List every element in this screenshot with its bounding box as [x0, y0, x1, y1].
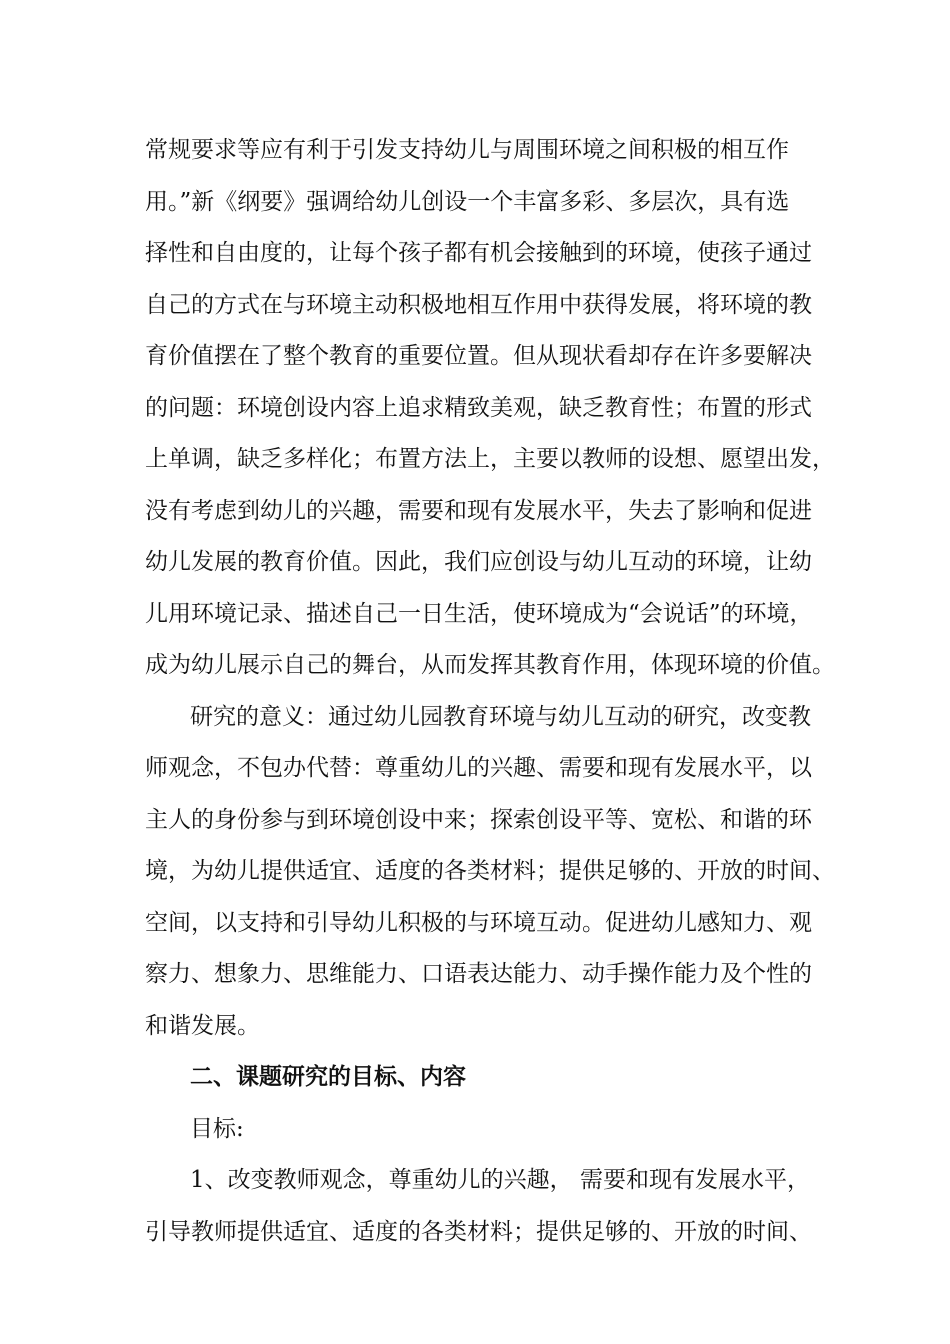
subheading-goals: 目标: — [190, 1116, 244, 1142]
paragraph-line: 引导教师提供适宜、适度的各类材料；提供足够的、开放的时间、 — [145, 1219, 812, 1245]
paragraph-line: 常规要求等应有利于引发支持幼儿与周围环境之间积极的相互作 — [145, 137, 789, 163]
paragraph-line: 没有考虑到幼儿的兴趣，需要和现有发展水平，失去了影响和促进 — [145, 498, 812, 524]
paragraph-line: 自己的方式在与环境主动积极地相互作用中获得发展，将环境的教 — [145, 292, 812, 318]
paragraph-line: 用。”新《纲要》强调给幼儿创设一个丰富多彩、多层次，具有选 — [145, 189, 790, 215]
paragraph-line: 的问题：环境创设内容上追求精致美观，缺乏教育性；布置的形式 — [145, 395, 812, 421]
list-item: 1、改变教师观念，尊重幼儿的兴趣， 需要和现有发展水平， — [190, 1167, 810, 1193]
paragraph-line: 研究的意义：通过幼儿园教育环境与幼儿互动的研究，改变教 — [190, 704, 811, 730]
paragraph-line: 幼儿发展的教育价值。因此，我们应创设与幼儿互动的环境，让幼 — [145, 549, 812, 575]
paragraph-line: 和谐发展。 — [145, 1013, 260, 1039]
paragraph-line: 境，为幼儿提供适宜、适度的各类材料；提供足够的、开放的时间、 — [145, 858, 835, 884]
paragraph-line: 主人的身份参与到环境创设中来；探索创设平等、宽松、和谐的环 — [145, 807, 812, 833]
paragraph-line: 成为幼儿展示自己的舞台，从而发挥其教育作用，体现环境的价值。 — [145, 652, 835, 678]
paragraph-line: 空间，以支持和引导幼儿积极的与环境互动。促进幼儿感知力、观 — [145, 910, 812, 936]
paragraph-line: 儿用环境记录、描述自己一日生活，使环境成为“会说话”的环境， — [145, 601, 813, 627]
section-heading: 二、课题研究的目标、内容 — [190, 1064, 466, 1090]
paragraph-line: 择性和自由度的，让每个孩子都有机会接触到的环境，使孩子通过 — [145, 240, 812, 266]
paragraph-line: 察力、想象力、思维能力、口语表达能力、动手操作能力及个性的 — [145, 961, 812, 987]
paragraph-line: 育价值摆在了整个教育的重要位置。但从现状看却存在许多要解决 — [145, 343, 812, 369]
paragraph-line: 上单调，缺乏多样化；布置方法上，主要以教师的设想、愿望出发， — [145, 446, 835, 472]
paragraph-line: 师观念，不包办代替：尊重幼儿的兴趣、需要和现有发展水平，以 — [145, 755, 812, 781]
